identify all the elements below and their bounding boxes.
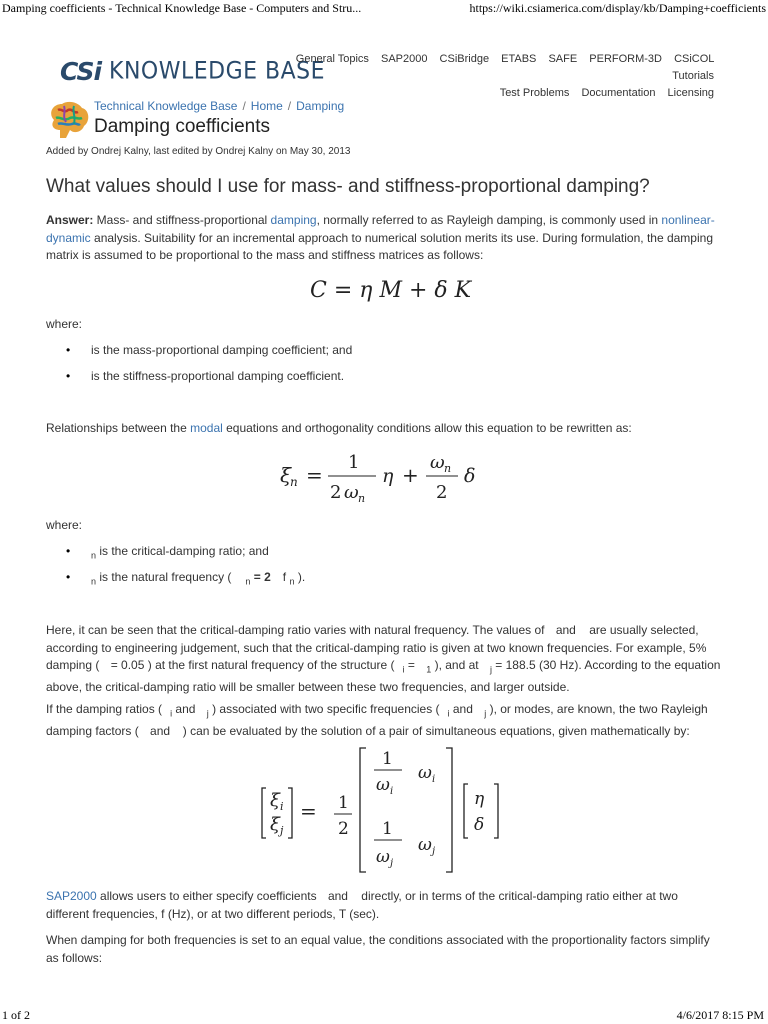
print-footer-date: 4/6/2017 8:15 PM (676, 1008, 764, 1022)
svg-text:n: n (444, 462, 452, 475)
paragraph-text: ) can be evaluated by the solution of a pair of simultaneous equations, given mathematically by: (179, 723, 690, 738)
nav-link-csibridge[interactable]: CSiBridge (439, 53, 490, 65)
subscript: i (447, 708, 450, 719)
subscript: i (402, 664, 405, 675)
svg-text:δ: δ (464, 465, 476, 487)
sap2000-paragraph (46, 888, 722, 923)
breadcrumb-link-damping[interactable]: Damping (296, 99, 345, 113)
paragraph-text: directly, or in terms of the critical-damping ratio either at two different frequencies, f (Hz), or at two different periods, T (sec). (46, 889, 678, 921)
nav-link-etabs[interactable]: ETABS (501, 53, 537, 65)
svg-text:j: j (390, 858, 394, 869)
print-header (0, 0, 768, 18)
subscript: n (245, 576, 251, 587)
list-item-text: is the mass-proportional damping coefficient; and (91, 343, 353, 357)
variable-list (46, 544, 305, 596)
svg-text:δ: δ (474, 815, 485, 835)
top-navigation-row-1 (284, 51, 714, 85)
svg-text:η: η (474, 789, 485, 809)
top-navigation (284, 51, 714, 102)
explanation-text: Here, it can be seen that the critical-damping ratio varies with natural frequency. The values of (46, 623, 548, 637)
svg-text:=: = (306, 463, 323, 487)
where-label-2 (46, 517, 722, 535)
list-item-text: ). (294, 570, 306, 584)
link-nonlinear-dynamic[interactable]: nonlinear-dynamic (46, 213, 715, 245)
paragraph-text: and (146, 723, 174, 738)
nav-link-test-problems[interactable]: Test Problems (499, 87, 570, 99)
svg-text:ω: ω (344, 482, 359, 503)
breadcrumb-link-home[interactable]: Home (250, 99, 283, 113)
list-item (46, 570, 305, 596)
explanation-text: = 188.5 (30 Hz). According to the equation above, the critical-damping ratio will be smaller between these two frequencies, and larger outside. (46, 658, 721, 694)
svg-text:2: 2 (330, 482, 342, 503)
svg-text:+: + (402, 463, 419, 487)
explanation-text: are usually selected, according to engineering judgement, such that the critical-damping ratio is given at two known frequencies. For example, 5% damping ( (46, 623, 707, 672)
breadcrumb-separator: / (242, 99, 246, 113)
link-sap2000[interactable]: SAP2000 (46, 889, 97, 903)
subscript: i (170, 708, 173, 719)
svg-text:1: 1 (382, 749, 393, 769)
svg-text:ξ: ξ (270, 814, 280, 835)
link-damping[interactable]: damping (270, 213, 317, 227)
equation-critical-damping-ratio (276, 446, 496, 508)
explanation-text: = 0.05 ) at the first natural frequency of the structure ( (107, 658, 395, 672)
logo-mark: CSi (60, 56, 102, 86)
bold-text: = 2 (250, 570, 271, 584)
list-item-text: f (282, 570, 287, 584)
svg-text:ω: ω (376, 847, 390, 867)
answer-text: , normally referred to as Rayleigh damping, is commonly used in (316, 213, 662, 227)
subscript: j (484, 708, 487, 719)
list-item (46, 343, 352, 369)
svg-text:=: = (300, 799, 317, 823)
top-navigation-row-2 (284, 85, 714, 102)
print-footer (0, 1006, 768, 1024)
breadcrumb-separator: / (287, 99, 292, 113)
list-item (46, 544, 305, 570)
paragraph-text: If the damping ratios ( (46, 702, 163, 716)
paragraph-text: When damping for both frequencies is set to an equal value, the conditions associated with the proportionality factors simplify as follows: (46, 933, 710, 965)
paragraph-text: allows users to either specify coefficients (96, 889, 320, 903)
nav-link-csicol[interactable]: CSiCOL (674, 53, 714, 65)
brain-icon (46, 100, 90, 140)
answer-text: analysis. Suitability for an incremental approach to numerical solution merits its use. During formulation, the damping matrix is assumed to be proportional to the mass and stiffness matrices as follows: (46, 230, 713, 262)
svg-text:i: i (390, 786, 394, 797)
svg-text:ω: ω (430, 452, 445, 473)
subscript: j (489, 664, 492, 675)
breadcrumb (94, 99, 344, 113)
answer-text: Mass- and stiffness-proportional (93, 213, 271, 227)
page-title: Damping coefficients (94, 116, 271, 137)
print-header-title: Damping coefficients - Technical Knowledge Base - Computers and Stru... (2, 1, 362, 15)
equation-damping-matrix: C = η M + δ K (310, 278, 472, 303)
breadcrumb-link-knowledge-base[interactable]: Technical Knowledge Base (94, 99, 238, 113)
paragraph-text: and (449, 702, 477, 716)
equal-damping-paragraph (46, 932, 722, 967)
explanation-text: = (404, 658, 419, 672)
answer-paragraph (46, 212, 722, 265)
list-item-text: is the critical-damping ratio; and (96, 544, 269, 558)
explanation-text: and (555, 623, 576, 637)
equation-matrix-form (256, 742, 516, 880)
question-heading: What values should I use for mass- and stiffness-proportional damping? (46, 176, 650, 197)
damping-ratios-paragraph (46, 701, 722, 740)
paragraph-text: and (327, 889, 348, 903)
svg-text:1: 1 (382, 819, 393, 839)
answer-label: Answer: (46, 213, 94, 227)
svg-text:n: n (358, 492, 366, 505)
svg-text:1: 1 (348, 452, 360, 473)
svg-text:n: n (290, 475, 298, 489)
explanation-text: ), and at (431, 658, 482, 672)
nav-link-safe[interactable]: SAFE (548, 53, 578, 65)
svg-text:j: j (280, 824, 284, 837)
svg-text:ω: ω (418, 835, 432, 855)
relationship-text: equations and orthogonality conditions allow this equation to be rewritten as: (222, 421, 632, 435)
nav-link-documentation[interactable]: Documentation (581, 87, 656, 99)
nav-link-perform-3d[interactable]: PERFORM-3D (589, 53, 662, 65)
where-label-1 (46, 316, 722, 334)
print-footer-page: 1 of 2 (2, 1008, 30, 1022)
nav-link-tutorials[interactable]: Tutorials (672, 70, 714, 82)
relationship-text: Relationships between the (46, 421, 191, 435)
svg-text:i: i (432, 774, 436, 785)
relationship-paragraph (46, 420, 722, 438)
svg-text:i: i (280, 800, 284, 813)
subscript: 1 (426, 664, 432, 675)
logo-text: KNOWLEDGE BASE (109, 57, 326, 85)
svg-text:ξ: ξ (280, 463, 292, 487)
where-text: where: (46, 518, 83, 532)
list-item (46, 369, 352, 395)
svg-text:ω: ω (418, 763, 432, 783)
list-item-text: is the natural frequency ( (96, 570, 232, 584)
list-item-text: is the stiffness-proportional damping coefficient. (91, 369, 345, 383)
svg-text:j: j (432, 846, 436, 857)
nav-link-general-topics[interactable]: General Topics (295, 53, 369, 65)
coefficient-list (46, 343, 352, 395)
nav-link-licensing[interactable]: Licensing (667, 87, 714, 99)
subscript: n (289, 576, 295, 587)
svg-text:ω: ω (376, 775, 390, 795)
subscript: j (206, 708, 209, 719)
svg-text:2: 2 (436, 482, 448, 503)
svg-text:2: 2 (338, 819, 349, 839)
paragraph-text: and (172, 702, 199, 716)
explanation-paragraph (46, 622, 722, 696)
svg-text:ξ: ξ (270, 790, 280, 811)
where-text: where: (46, 317, 83, 331)
paragraph-text: ), or modes, are known, the two Rayleigh damping factors ( (46, 702, 708, 738)
page-metadata: Added by Ondrej Kalny, last edited by Ondrej Kalny on May 30, 2013 (46, 146, 351, 157)
subscript: n (91, 550, 97, 561)
svg-text:1: 1 (338, 793, 349, 813)
link-modal[interactable]: modal (190, 421, 223, 435)
paragraph-text: ) associated with two specific frequencies ( (208, 702, 440, 716)
print-header-url: https://wiki.csiamerica.com/display/kb/Damping+coefficients (469, 1, 766, 15)
subscript: n (91, 576, 97, 587)
nav-link-sap2000[interactable]: SAP2000 (381, 53, 428, 65)
svg-text:η: η (382, 465, 394, 487)
